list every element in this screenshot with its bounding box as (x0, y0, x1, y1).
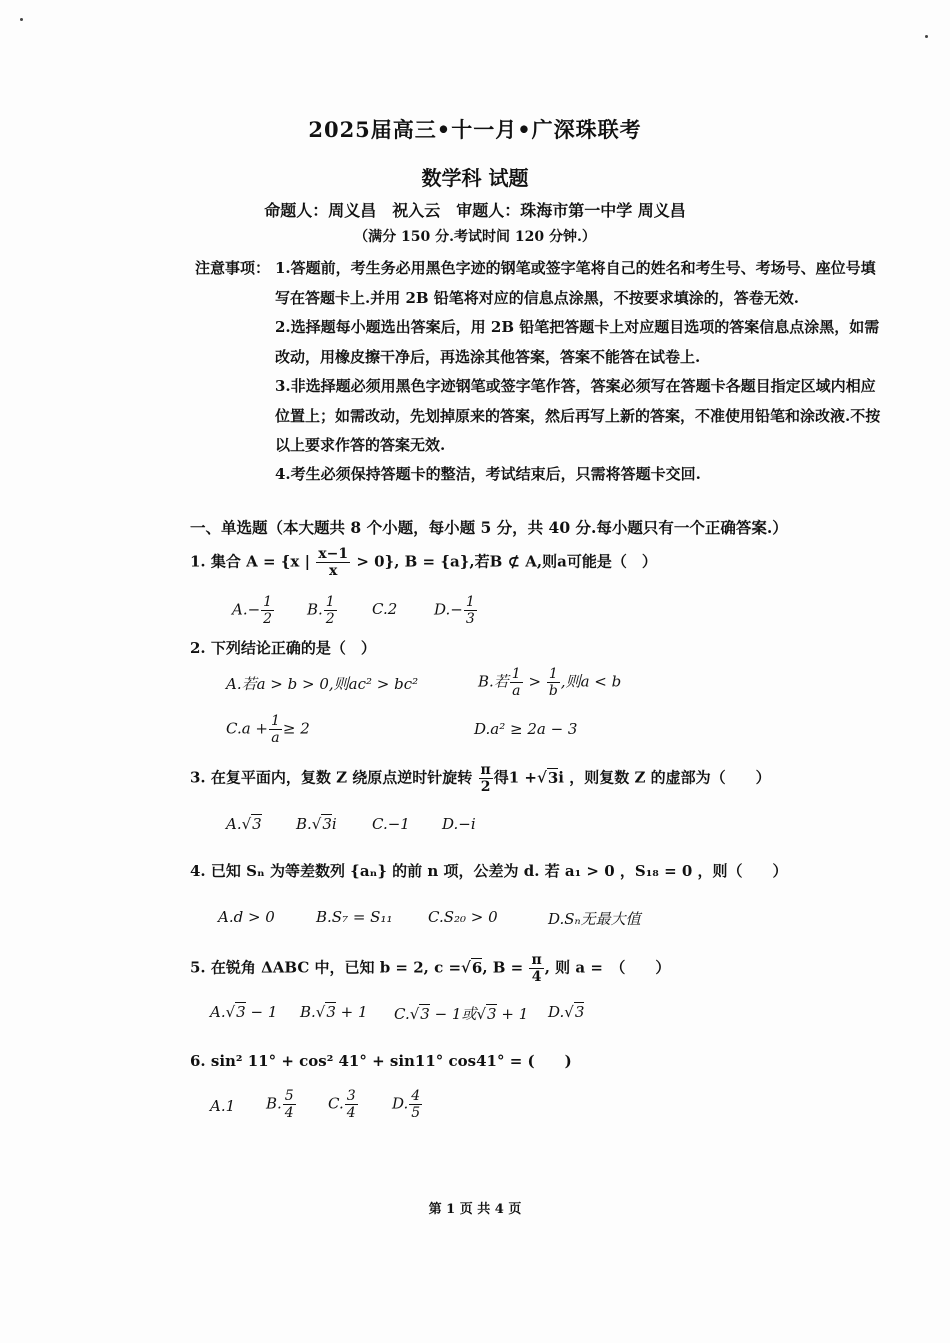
q4-option-d: D.Sₙ无最大值 (548, 910, 641, 928)
q5-d-sqrt: 3 (574, 1003, 585, 1021)
q1-d-prefix: D.− (434, 600, 463, 619)
q5-c-prefix: C. (394, 1005, 410, 1023)
q1-b-den: 2 (325, 611, 335, 627)
q5-prefix: 5. 在锐角 ΔABC 中，已知 b = 2, c = (190, 958, 462, 977)
q6-c-den: 4 (346, 1105, 356, 1121)
q4-option-a: A.d > 0 (218, 908, 275, 926)
authors-line: 命题人：周义昌 祝入云 审题人：珠海市第一中学 周义昌 (264, 201, 686, 220)
q3-option-a: A.√3 (226, 815, 262, 833)
q2-option-b (478, 666, 621, 699)
q2-b-num1: 1 (511, 666, 521, 682)
q1-b-frac (324, 594, 337, 627)
q6-d-prefix: D. (392, 1094, 409, 1113)
question-1 (190, 546, 657, 579)
q5-option-a: A.√3 − 1 (210, 1003, 278, 1021)
note-item-3: 3.非选择题必须用黑色字迹钢笔或签字笔作答，答案必须写在答题卡各题目指定区域内相应位置上；如需改动，先划掉原来的答案，然后再写上新的答案，不准使用铅笔和涂改液.不按以上要求作答的答案无效. (275, 377, 881, 454)
q5-d-prefix: D. (548, 1003, 565, 1021)
q3-b-suffix: i (331, 815, 337, 833)
q2-b-den1: a (512, 683, 521, 699)
q1-a-num: 1 (263, 594, 273, 610)
note-item-4: 4.考生必须保持答题卡的整洁，考试结束后，只需将答题卡交回. (275, 465, 701, 483)
note-item-1: 1.答题前，考生务必用黑色字迹的钢笔或签字笔将自己的姓名和考生号、考场号、座位号填写在答题卡上.并用 2B 铅笔将对应的信息点涂黑，不按要求填涂的，答卷无效. (275, 259, 876, 307)
q1-a-den: 2 (263, 611, 273, 627)
q6-d-den: 5 (411, 1105, 421, 1121)
q4-option-b: B.S₇ = S₁₁ (316, 908, 393, 926)
q3-a-prefix: A. (226, 815, 242, 833)
q4-option-c: C.S₂₀ > 0 (428, 908, 498, 926)
q2-c-suffix: ≥ 2 (282, 719, 310, 738)
q2-option-a: A.若a > b > 0,则ac² > bc² (226, 675, 419, 693)
q2-b-prefix: B.若 (478, 672, 509, 691)
page-footer: 第 1 页 共 4 页 (428, 1202, 522, 1217)
q1-a-prefix: A.− (232, 600, 261, 619)
q3-sqrt: 3 (547, 768, 559, 787)
q5-c-sqrt1: 3 (420, 1005, 430, 1023)
q1-d-frac (464, 594, 477, 627)
q3-suffix: i ，则复数 Z 的虚部为（ ） (558, 768, 771, 787)
q5-a-prefix: A. (210, 1003, 226, 1021)
q6-option-b (266, 1088, 297, 1121)
speck-1 (20, 18, 23, 21)
q3-frac-den: 2 (480, 779, 491, 795)
subject-title: 数学科 试题 (421, 166, 529, 190)
q2-b-frac1 (510, 666, 523, 699)
q1-d-den: 3 (465, 611, 475, 627)
q2-c-num: 1 (271, 713, 280, 729)
q1-suffix: > 0}, B = {a},若B ⊄ A,则a可能是（ ） (356, 552, 657, 571)
q5-option-d: D.√3 (548, 1003, 585, 1021)
speck-2 (925, 35, 928, 38)
q3-mid: 得1 + (493, 768, 537, 787)
q1-option-c: C.2 (372, 600, 398, 618)
q5-option-b: B.√3 + 1 (300, 1003, 368, 1021)
q2-c-frac (269, 713, 282, 746)
q1-b-num: 1 (325, 594, 335, 610)
q5-c-sqrt2: 3 (487, 1005, 497, 1023)
q5-a-suffix: − 1 (245, 1003, 278, 1021)
q1-option-b (307, 594, 338, 627)
question-4: 4. 已知 Sₙ 为等差数列 {aₙ} 的前 n 项，公差为 d. 若 a₁ > 0 ，S₁₈ = 0 ，则（ ） (190, 862, 788, 880)
note-item-2: 2.选择题每小题选出答案后，用 2B 铅笔把答题卡上对应题目选项的答案信息点涂黑，如需改动，用橡皮擦干净后，再选涂其他答案，答案不能答在试卷上. (275, 318, 880, 366)
q5-sqrt: 6 (471, 958, 483, 977)
q6-b-frac (283, 1088, 296, 1121)
q5-mid: , B = (482, 958, 524, 977)
q2-option-c (226, 713, 310, 746)
q5-frac-num: π (531, 952, 542, 968)
q1-a-frac (261, 594, 274, 627)
q5-b-sqrt: 3 (326, 1003, 336, 1021)
q2-b-num2: 1 (547, 666, 560, 683)
q2-b-gt: > (523, 672, 546, 691)
q5-suffix: , 则 a = （ ） (544, 958, 671, 977)
q1-frac-num: x−1 (318, 546, 349, 562)
q5-fraction (529, 952, 543, 985)
q3-prefix: 3. 在复平面内，复数 Z 绕原点逆时针旋转 (190, 768, 473, 787)
q1-option-d (434, 594, 478, 627)
q3-a-sqrt: 3 (252, 815, 262, 833)
q5-b-suffix: + 1 (335, 1003, 368, 1021)
notes-label: 注意事项： (195, 259, 271, 277)
score-info: （满分 150 分.考试时间 120 分钟.） (354, 229, 596, 245)
q6-c-num: 3 (346, 1088, 356, 1104)
q6-option-d (392, 1088, 423, 1121)
q5-c-mid: − 1或 (429, 1005, 477, 1023)
q5-frac-den: 4 (531, 969, 542, 985)
q1-fraction (316, 546, 350, 579)
q2-b-suffix: ,则a < b (560, 672, 622, 691)
q5-option-c: C.√3 − 1或√3 + 1 (394, 1005, 529, 1023)
q2-c-prefix: C.a + (226, 719, 268, 738)
q3-b-sqrt: 3 (322, 815, 332, 833)
q1-b-prefix: B. (307, 600, 323, 619)
q6-c-frac (345, 1088, 358, 1121)
question-2: 2. 下列结论正确的是（ ） (190, 639, 376, 657)
q6-d-num: 4 (411, 1088, 421, 1104)
q2-option-d: D.a² ≥ 2a − 3 (474, 720, 578, 738)
q6-b-den: 4 (284, 1105, 294, 1121)
q3-fraction (479, 762, 493, 795)
q3-option-c: C.−1 (372, 815, 410, 833)
q5-b-prefix: B. (300, 1003, 316, 1021)
q6-b-num: 5 (284, 1088, 294, 1104)
q3-frac-num: π (480, 762, 491, 778)
exam-title: 2025届高三•十一月•广深珠联考 (308, 117, 642, 142)
q1-prefix: 1. 集合 A = {x | (190, 552, 311, 571)
q6-d-frac (409, 1088, 422, 1121)
q2-b-frac2 (547, 666, 560, 699)
q3-b-prefix: B. (296, 815, 312, 833)
q5-a-sqrt: 3 (236, 1003, 246, 1021)
q5-c-suffix: + 1 (496, 1005, 529, 1023)
q6-option-a: A.1 (210, 1097, 236, 1115)
q1-option-a (232, 594, 275, 627)
question-3: 3. 在复平面内，复数 Z 绕原点逆时针旋转 $\frac{\pi}{2}$ 得1 +√3i ，则复数 Z 的虚部为（ ） (190, 762, 771, 795)
q6-option-c (328, 1088, 359, 1121)
q1-d-num: 1 (465, 594, 475, 610)
question-6: 6. sin² 11° + cos² 41° + sin11° cos41° = ( ) (190, 1052, 572, 1070)
question-5: 5. 在锐角 ΔABC 中，已知 b = 2, c =√6, B = $\frac{\pi}{4}$ , 则 a = （ ） (190, 952, 671, 985)
q3-option-b: B.√3i (296, 815, 337, 833)
q2-c-den: a (271, 730, 280, 746)
q6-b-prefix: B. (266, 1094, 282, 1113)
q1-frac-den: x (329, 563, 338, 579)
section-title: 一、单选题（本大题共 8 个小题，每小题 5 分，共 40 分.每小题只有一个正确答案.） (190, 518, 788, 537)
q3-option-d: D.−i (442, 815, 476, 833)
q6-c-prefix: C. (328, 1094, 344, 1113)
q2-b-den2: b (548, 683, 558, 699)
